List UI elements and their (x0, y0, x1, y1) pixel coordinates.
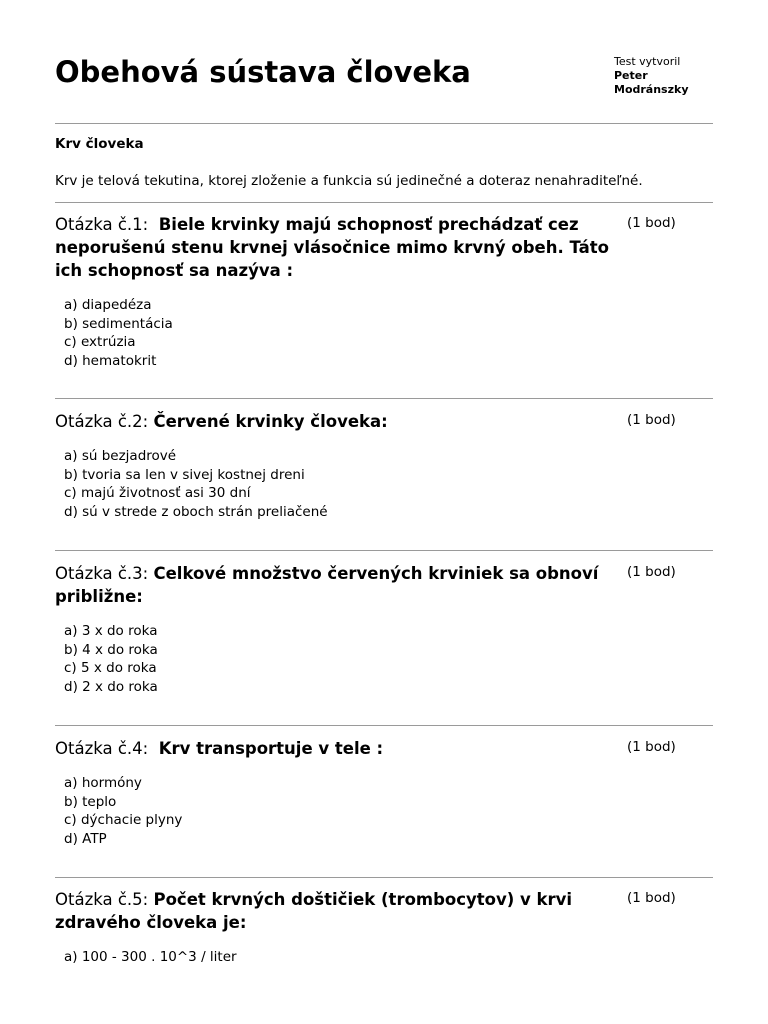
answer-option-c[interactable]: c) 5 x do roka (64, 660, 157, 676)
question-points: (1 bod) (627, 412, 676, 428)
question-body: Biele krvinky majú schopnosť prechádzať cez neporušenú stenu krvnej vlásočnice mimo krvný obeh. Táto ich schopnosť sa nazýva : (55, 215, 609, 280)
question-body: Celkové množstvo červených krviniek sa obnoví približne: (55, 564, 599, 606)
question-points: (1 bod) (627, 564, 676, 580)
section-heading: Krv človeka (55, 136, 144, 152)
answer-option-a[interactable]: a) 3 x do roka (64, 623, 158, 639)
author-name-last: Modránszky (614, 83, 689, 96)
answer-option-d[interactable]: d) ATP (64, 830, 107, 847)
question-1 (55, 213, 713, 370)
question-points: (1 bod) (627, 215, 676, 231)
question-3 (55, 562, 713, 696)
author-name-first: Peter (614, 69, 648, 82)
answer-option-d[interactable]: d) 2 x do roka (64, 678, 158, 695)
answer-option-a[interactable]: a) diapedéza (64, 297, 152, 313)
answer-list (64, 948, 713, 967)
question-body: Červené krvinky človeka: (153, 412, 388, 431)
question-points: (1 bod) (627, 739, 676, 755)
question-number: Otázka č.4: (55, 739, 149, 758)
question-number: Otázka č.2: (55, 412, 149, 431)
answer-option-b[interactable]: b) sedimentácia (64, 315, 173, 332)
answer-option-c[interactable]: c) dýchacie plyny (64, 812, 183, 828)
question-text (55, 562, 625, 608)
question-number: Otázka č.1: (55, 215, 149, 234)
question-points: (1 bod) (627, 890, 676, 906)
question-5 (55, 888, 713, 967)
question-text (55, 410, 625, 433)
answer-list (64, 447, 713, 521)
answer-list (64, 774, 713, 848)
divider (55, 123, 713, 124)
divider (55, 877, 713, 878)
divider (55, 550, 713, 551)
answer-list (64, 296, 713, 370)
divider (55, 202, 713, 203)
answer-option-b[interactable]: b) 4 x do roka (64, 641, 158, 658)
question-text (55, 213, 625, 282)
question-number: Otázka č.5: (55, 890, 149, 909)
answer-option-c[interactable]: c) majú životnosť asi 30 dní (64, 485, 251, 501)
answer-option-a[interactable]: a) 100 - 300 . 10^3 / liter (64, 949, 237, 965)
question-2 (55, 410, 713, 521)
question-body: Počet krvných doštičiek (trombocytov) v krvi zdravého človeka je: (55, 890, 573, 932)
answer-option-b[interactable]: b) teplo (64, 793, 117, 810)
section-intro: Krv je telová tekutina, ktorej zloženie a funkcia sú jedinečné a doteraz nenahraditeľné. (55, 173, 643, 189)
answer-option-d[interactable]: d) sú v strede z oboch strán preliačené (64, 503, 328, 520)
question-number: Otázka č.3: (55, 564, 149, 583)
answer-option-a[interactable]: a) hormóny (64, 775, 142, 791)
page-title: Obehová sústava človeka (55, 55, 471, 89)
answer-option-b[interactable]: b) tvoria sa len v sivej kostnej dreni (64, 466, 305, 483)
divider (55, 725, 713, 726)
answer-option-d[interactable]: d) hematokrit (64, 352, 157, 369)
answer-list (64, 622, 713, 696)
answer-option-a[interactable]: a) sú bezjadrové (64, 448, 177, 464)
author-block (614, 55, 689, 97)
question-text (55, 737, 625, 760)
divider (55, 398, 713, 399)
question-4 (55, 737, 713, 848)
answer-option-c[interactable]: c) extrúzia (64, 334, 136, 350)
question-text (55, 888, 625, 934)
author-label: Test vytvoril (614, 55, 681, 68)
question-body: Krv transportuje v tele : (158, 739, 384, 758)
